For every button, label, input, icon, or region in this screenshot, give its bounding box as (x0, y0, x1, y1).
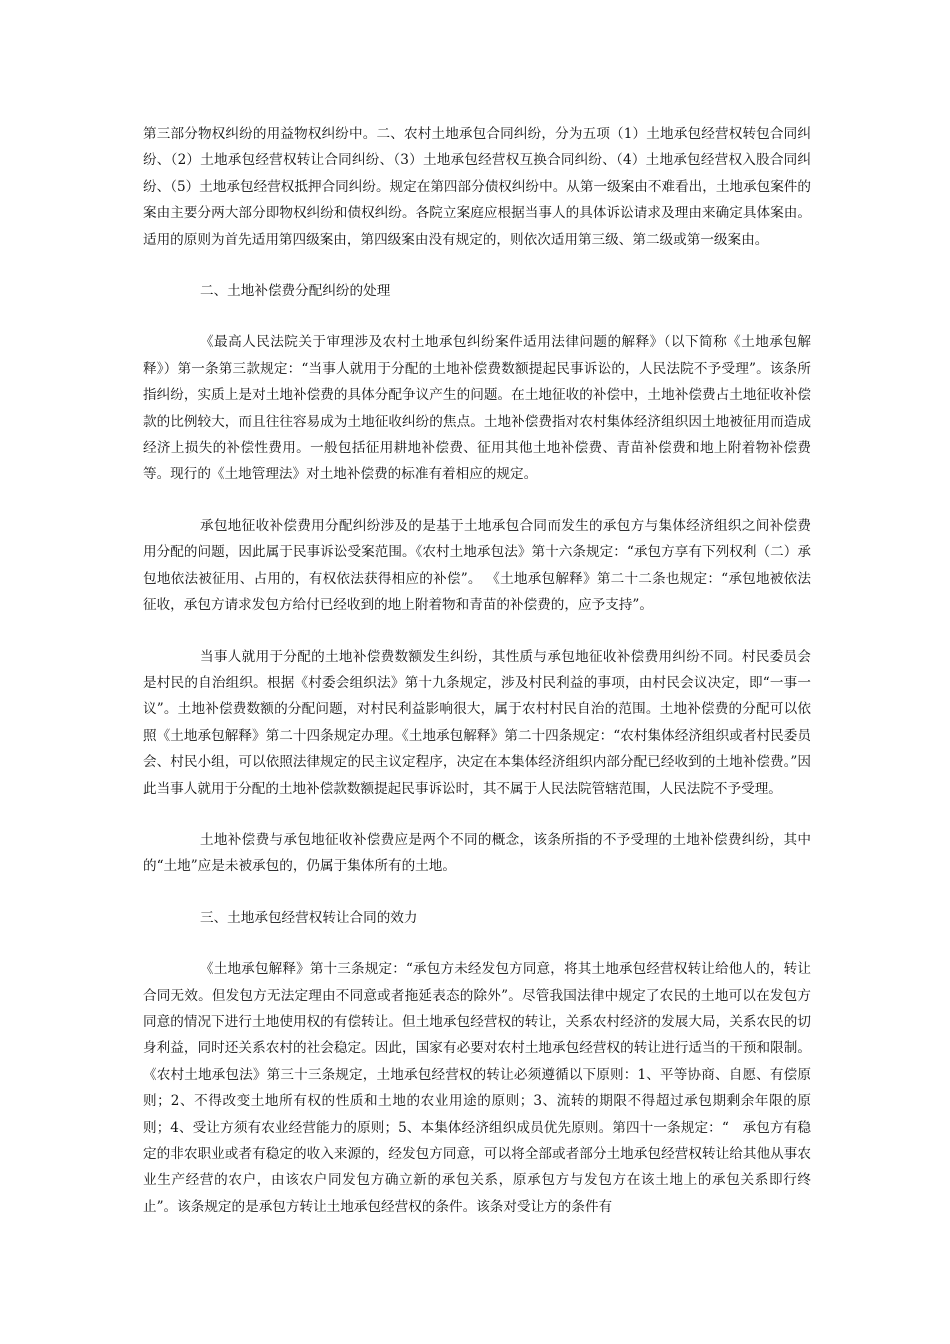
section-heading-land-compensation: 二、土地补偿费分配纠纷的处理 (200, 283, 391, 300)
paragraph-villager-autonomy: 当事人就用于分配的土地补偿费数额发生纠纷，其性质与承包地征收补偿费用纠纷不同。村民委员会是村民的自治组织。根据《村委会组织法》第十九条规定，涉及村民利益的事项，由村民会议决定，即“一事一议”。土地补偿费数额的分配问题，对村民利益影响很大，属于农村村民自治的范围。土地补偿费的分配可以依照《土地承包解释》第二十四条规定办理。《土地承包解释》第二十四条规定：“农村集体经济组织或者村民委员会、村民小组，可以依照法律规定的民主议定程序，决定在本集体经济组织内部分配已经收到的土地补偿费。”因此当事人就用于分配的土地补偿款数额提起民事诉讼时，其不属于人民法院管辖范围，人民法院不予受理。 (143, 648, 811, 797)
paragraph-transfer-validity: 《土地承包解释》第十三条规定：“承包方未经发包方同意，将其土地承包经营权转让给他人的，转让合同无效。但发包方无法定理由不同意或者拖延表态的除外”。尽管我国法律中规定了农民的土地可以在发包方同意的情况下进行土地使用权的有偿转让。但土地承包经营权的转让，关系农村经济的发展大局，关系农民的切身利益，同时还关系农村的社会稳定。因此，国家有必要对农村土地承包经营权的转让进行适当的干预和限制。《农村土地承包法》第三十三条规定，土地承包经营权的转让必须遵循以下原则：1、平等协商、自愿、有偿原则；2、不得改变土地所有权的性质和土地的农业用途的原则；3、流转的期限不得超过承包期剩余年限的原则；4、受让方须有农业经营能力的原则；5、本集体经济组织成员优先原则。第四十一条规定：“ 承包方有稳定的非农职业或者有稳定的收入来源的，经发包方同意，可以将全部或者部分土地承包经营权转让给其他从事农业生产经营的农户，由该农户同发包方确立新的承包关系，原承包方与发包方在该土地上的承包关系即行终止”。该条规定的是承包方转让土地承包经营权的条件。该条对受让方的条件有 (143, 961, 811, 1215)
paragraph-contracted-land-compensation: 承包地征收补偿费用分配纠纷涉及的是基于土地承包合同而发生的承包方与集体经济组织之间补偿费用分配的问题，因此属于民事诉讼受案范围。《农村土地承包法》第十六条规定：“承包方享有下列权利（二）承包地依法被征用、占用的，有权依法获得相应的补偿”。 《土地承包解释》第二十二条也规定：“承包地被依法征收，承包方请求发包方给付已经收到的地上附着物和青苗的补偿费的，应予支持”。 (143, 517, 811, 614)
paragraph-interpretation-article-1: 《最高人民法院关于审理涉及农村土地承包纠纷案件适用法律问题的解释》（以下简称《土地承包解释》）第一条第三款规定：“当事人就用于分配的土地补偿费数额提起民事诉讼的，人民法院不予受理”。该条所指纠纷，实质上是对土地补偿费的具体分配争议产生的问题。在土地征收的补偿中，土地补偿费占土地征收补偿款的比例较大，而且往往容易成为土地征收纠纷的焦点。土地补偿费指对农村集体经济组织因土地被征用而造成经济上损失的补偿性费用。一般包括征用耕地补偿费、征用其他土地补偿费、青苗补偿费和地上附着物补偿费等。现行的《土地管理法》对土地补偿费的标准有着相应的规定。 (143, 334, 811, 483)
section-heading-transfer-contract: 三、土地承包经营权转让合同的效力 (200, 909, 418, 926)
document-page (143, 121, 811, 1220)
paragraph-concept-distinction: 土地补偿费与承包地征收补偿费应是两个不同的概念，该条所指的不予受理的土地补偿费纠纷，其中的“土地”应是未被承包的，仍属于集体所有的土地。 (143, 831, 811, 875)
paragraph-case-categories: 第三部分物权纠纷的用益物权纠纷中。二、农村土地承包合同纠纷，分为五项（1）土地承包经营权转包合同纠纷、（2）土地承包经营权转让合同纠纷、（3）土地承包经营权互换合同纠纷、（4）土地承包经营权入股合同纠纷、（5）土地承包经营权抵押合同纠纷。规定在第四部分债权纠纷中。从第一级案由不难看出，土地承包案件的案由主要分两大部分即物权纠纷和债权纠纷。各院立案庭应根据当事人的具体诉讼请求及理由来确定具体案由。适用的原则为首先适用第四级案由，第四级案由没有规定的，则依次适用第三级、第二级或第一级案由。 (143, 126, 811, 248)
